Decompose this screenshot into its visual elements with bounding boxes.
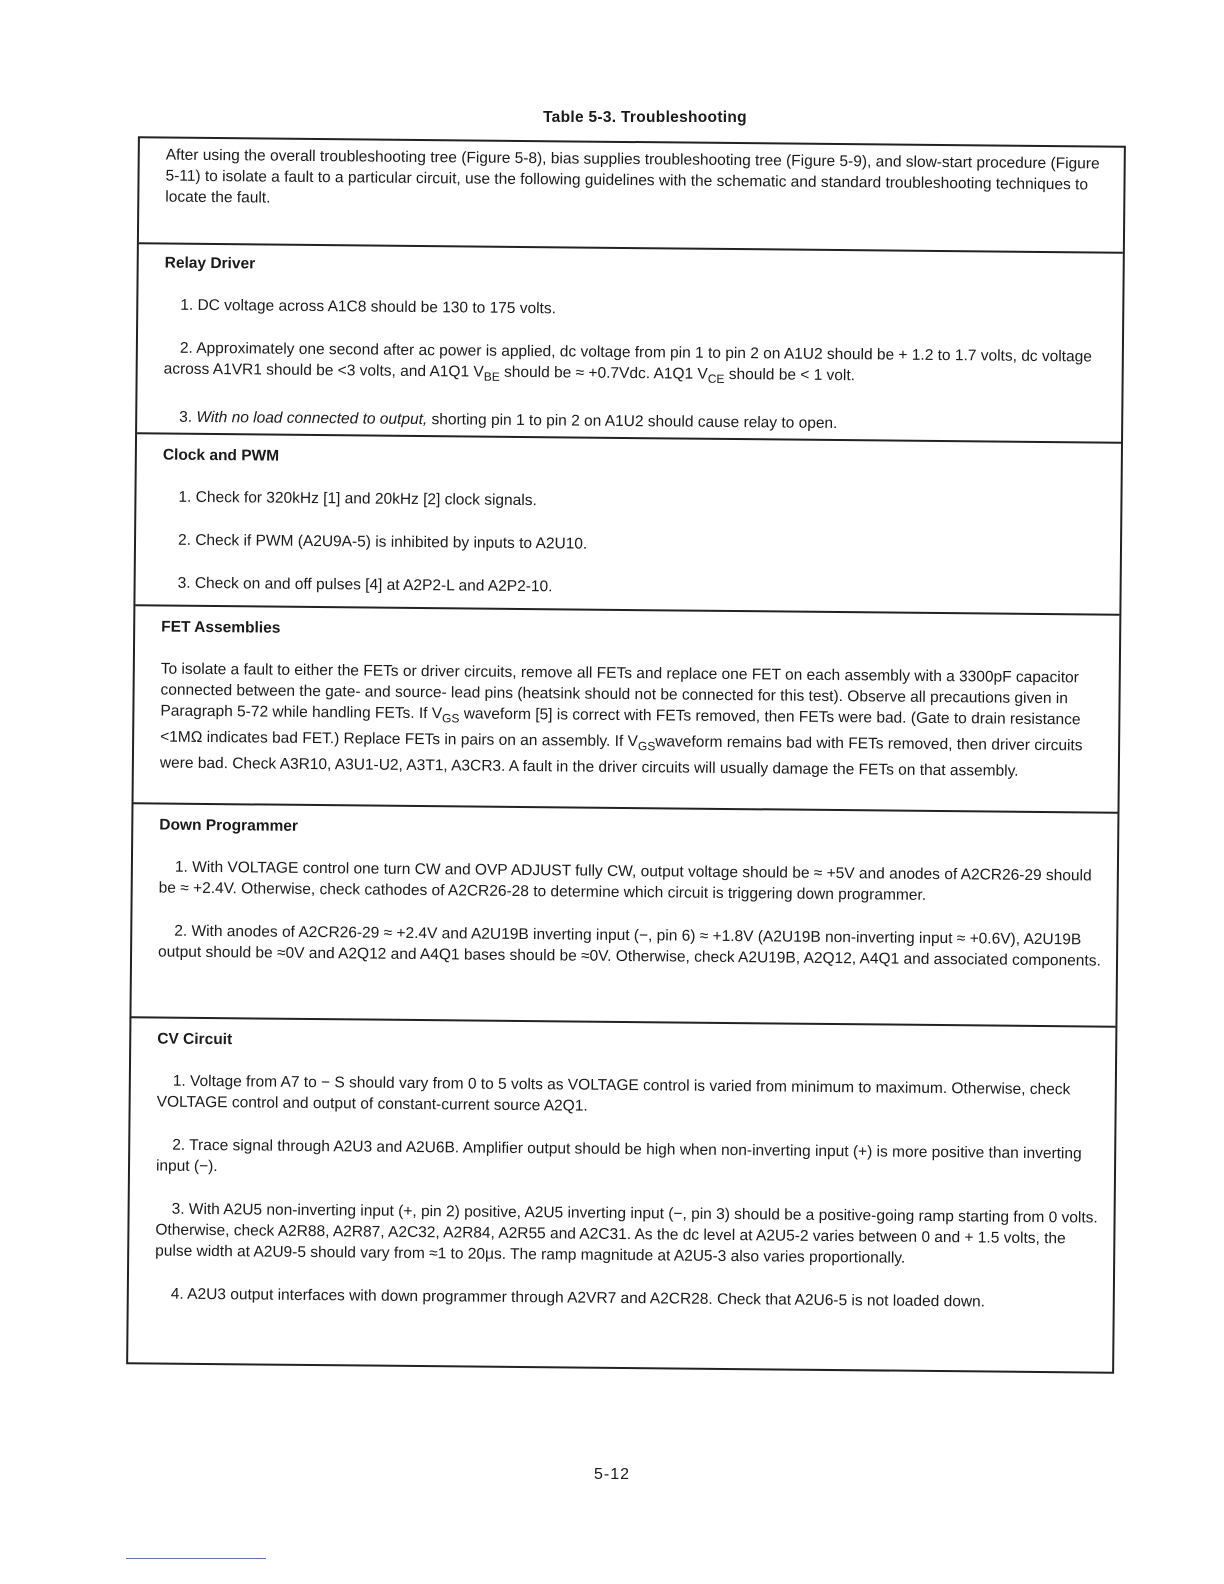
down-programmer-section (131, 804, 1117, 1027)
fet-assemblies-section (134, 606, 1120, 813)
clock-pwm-heading: Clock and PWM (162, 446, 280, 465)
down-programmer-heading: Down Programmer (159, 816, 299, 835)
troubleshooting-table (126, 136, 1126, 1373)
relay-step-1: 1. DC voltage across A1C8 should be 130 to 175 volts. (180, 296, 557, 318)
cv-step-3: 3. With A2U5 non-inverting input (+, pin 2) positive, A2U5 inverting input (−, pin 3) should be a positive-going ramp starting from 0 volts. Otherwise, check A2R88, A2R87, A2C32, A2R84, A2R55 and A2C31. As the dc level at A2U5-2 varies between 0 and + 1.5 volts, the pulse width at A2U9-5 should vary from ≈1 to 20μs. The ramp magnitude at A2U5-3 also varies proportionally. (155, 1200, 1098, 1267)
intro-text: After using the overall troubleshooting tree (Figure 5-8), bias supplies troubleshooting tree (Figure 5-9), and slow-start procedure (Figure 5-11) to isolate a fault to a particular circuit, use the following guidelines with the schematic and standard troubleshooting techniques to locate the fault. (165, 146, 1100, 207)
cv-circuit-heading: CV Circuit (157, 1030, 233, 1049)
down-step-2: 2. With anodes of A2CR26-29 ≈ +2.4V and A2U19B inverting input (−, pin 6) ≈ +1.8V (A2U19B non-inverting input ≈ +0.6V), A2U19B output should be ≈0V and A2Q12 and A4Q1 bases should be ≈0V. Otherwise, check A2U19B, A2Q12, A4Q1 and associated components. (158, 922, 1101, 970)
cv-circuit-section (128, 1018, 1115, 1375)
cv-step-1: 1. Voltage from A7 to − S should vary from 0 to 5 volts as VOLTAGE control is varied from minimum to maximum. Otherwise, check VOLTAGE control and output of constant-current source A2Q1. (156, 1072, 1071, 1115)
table-title: Table 5-3. Troubleshooting (543, 109, 747, 126)
clock-step-1: 1. Check for 320kHz [1] and 20kHz [2] clock signals. (178, 488, 537, 510)
clock-pwm-section (135, 434, 1121, 615)
relay-driver-heading: Relay Driver (164, 254, 256, 273)
fet-assemblies-heading: FET Assemblies (161, 618, 281, 637)
cv-step-2: 2. Trace signal through A2U3 and A2U6B. Amplifier output should be high when non-inverting input (+) is more positive than inverting input (−). (155, 1136, 1082, 1176)
clock-step-2: 2. Check if PWM (A2U9A-5) is inhibited by inputs to A2U10. (177, 531, 588, 553)
fet-paragraph: To isolate a fault to either the FETs or driver circuits, remove all FETs and replace one FET on each assembly with a 3300pF capacitor connected between the gate- and source- lead pins (heatsink should not be connected for this test). Observe all precautions given in Paragraph 5-72 while handling FETs. If $V_{GS}$ waveform [5] is correct with FETs removed, then FETs were bad. (Gate to drain resistance <1MΩ indicates bad FET.) Replace FETs in pairs on an assembly. If $V_{GS}waveform$ remains bad with FETs removed, then driver circuits were bad. Check A3R10, A3U1-U2, A3T1, A3CR3. A fault in the driver circuits will usually damage the FETs on that assembly. (159, 660, 1083, 780)
clock-step-3: 3. Check on and off pulses [4] at A2P2-L and A2P2-10. (177, 574, 553, 596)
intro-section (139, 138, 1124, 253)
footer-divider-line (126, 1558, 266, 1559)
relay-step-3: 3. With no load connected to output, shorting pin 1 to pin 2 on A1U2 should cause relay to open. (179, 408, 838, 433)
down-step-1: 1. With VOLTAGE control one turn CW and OVP ADJUST fully CW, output voltage should be ≈ +5V and anodes of A2CR26-29 should be ≈ +2.4V. Otherwise, check cathodes of A2CR26-28 to determine which circuit is triggering down programmer. (158, 858, 1092, 904)
cv-step-4: 4. A2U3 output interfaces with down programmer through A2VR7 and A2CR28. Check that A2U6-5 is not loaded down. (170, 1285, 986, 1311)
relay-driver-section (137, 244, 1123, 443)
page-number: 5-12 (593, 1466, 631, 1483)
relay-step-2: 2. Approximately one second after ac power is applied, dc voltage from pin 1 to pin 2 on A1U2 should be + 1.2 to 1.7 volts, dc voltage across A1VR1 should be <3 volts, and A1Q1 $V_{BE}$ should be ≈ +0.7Vdc. A1Q1 $V_{CE}$ should be < 1 volt. (163, 339, 1092, 386)
